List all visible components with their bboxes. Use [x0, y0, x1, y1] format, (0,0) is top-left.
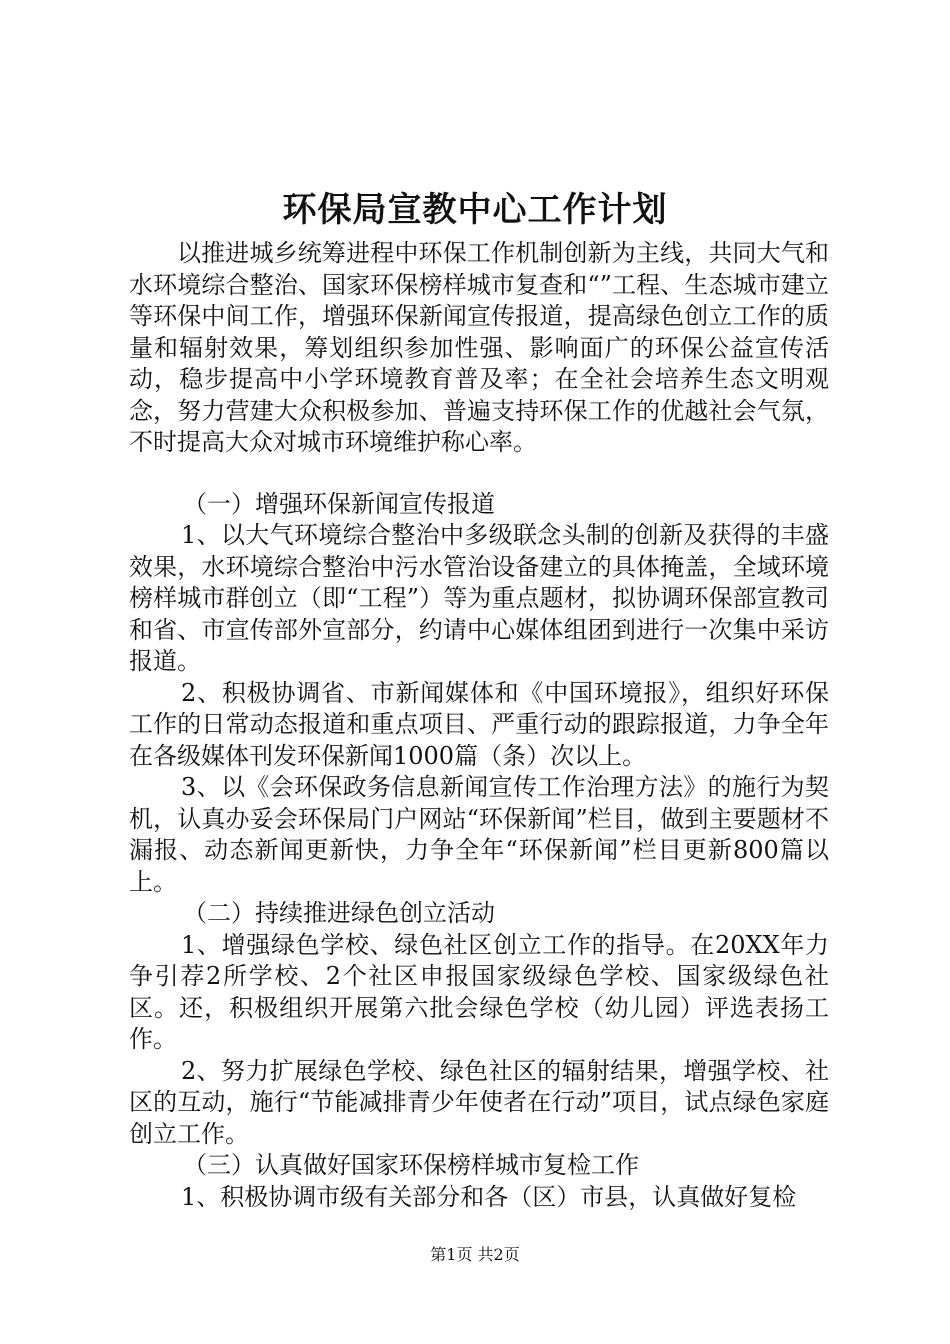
- section-1-item-2: 2、积极协调省、市新闻媒体和《中国环境报》，组织好环保工作的日常动态报道和重点项目、严重行动的跟踪报道，力争全年在各级媒体刊发环保新闻1000篇（条）次以上。: [129, 678, 829, 770]
- paragraph-gap: [129, 459, 829, 489]
- section-2-item-1: 1、增强绿色学校、绿色社区创立工作的指导。在20XX年力争引荐2所学校、2个社区申报国家级绿色学校、国家级绿色社区。还，积极组织开展第六批会绿色学校（幼儿园）评选表扬工作。: [129, 930, 829, 1053]
- document-body: [129, 238, 829, 1213]
- page-footer: 第1页 共2页: [430, 1245, 520, 1264]
- section-heading-2: （二）持续推进绿色创立活动: [183, 899, 495, 927]
- section-heading-1: （一）增强环保新闻宣传报道: [183, 489, 495, 518]
- intro-paragraph: 以推进城乡统筹进程中环保工作机制创新为主线，共同大气和水环境综合整治、国家环保榜样城市复查和“”工程、生态城市建立等环保中间工作，增强环保新闻宣传报道，提高绿色创立工作的质量和辐射效果，筹划组织参加性强、影响面广的环保公益宣传活动，稳步提高中小学环境教育普及率；在全社会培养生态文明观念，努力营建大众积极参加、普遍支持环保工作的优越社会气氛，不时提高大众对城市环境维护称心率。: [129, 239, 829, 456]
- section-3-item-1: 1、积极协调市级有关部分和各（区）市县，认真做好复检: [181, 1182, 797, 1211]
- section-2-item-2: 2、努力扩展绿色学校、绿色社区的辐射结果，增强学校、社区的互动，施行“节能减排青少年使者在行动”项目，试点绿色家庭创立工作。: [129, 1056, 829, 1148]
- document-title: 环保局宣教中心工作计划: [282, 190, 668, 230]
- section-heading-3: （三）认真做好国家环保榜样城市复检工作: [183, 1151, 639, 1179]
- section-1-item-3: 3、以《会环保政务信息新闻宣传工作治理方法》的施行为契机，认真办妥会环保局门户网站“环保新闻”栏目，做到主要题材不漏报、动态新闻更新快，力争全年“环保新闻”栏目更新800篇以上。: [129, 773, 829, 896]
- section-1-item-1: 1、以大气环境综合整治中多级联念头制的创新及获得的丰盛效果，水环境综合整治中污水管治设备建立的具体掩盖，全域环境榜样城市群创立（即“工程”）等为重点题材，拟协调环保部宣教司和省、市宣传部外宣部分，约请中心媒体组团到进行一次集中采访报道。: [129, 521, 829, 675]
